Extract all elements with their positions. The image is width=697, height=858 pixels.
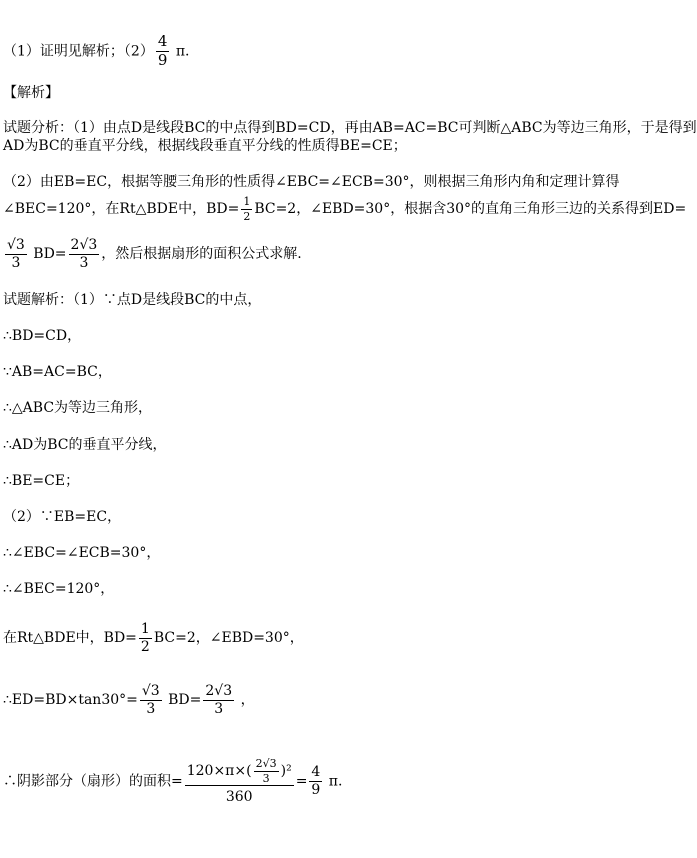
analysis-line-4-start: ∠BEC=120°，在Rt△BDE中，BD= [3, 201, 240, 218]
solution-line-10-end: BC=2，∠EBD=30°， [153, 630, 304, 647]
solution-line-11-start: ∴ED=BD×tan30°= [3, 692, 138, 709]
sector-result-fraction [309, 765, 322, 797]
solution-line-6: ∴BE=CE； [3, 473, 80, 489]
section-header: 【解析】 [3, 85, 59, 101]
analysis-line-5 [3, 238, 302, 270]
solution-line-10 [3, 622, 304, 654]
analysis-line-1: 试题分析：（1）由点D是线段BC的中点得到BD=CD，再由AB=AC=BC可判断△ABC为等边三角形，于是得到 [3, 120, 697, 136]
answer-line [3, 34, 189, 69]
fraction-den: 3 [79, 254, 89, 271]
fraction-num: 2√3 [255, 757, 277, 770]
analysis-half-fraction [241, 196, 252, 222]
sector-area-num [185, 758, 294, 786]
fraction-den: 3 [146, 700, 156, 717]
fraction-den: 2 [243, 209, 251, 223]
analysis-line-4 [3, 196, 686, 222]
result-pi: π. [328, 773, 343, 790]
analysis-line-5-end: ，然后根据扇形的面积公式求解. [101, 246, 302, 263]
fraction-den: 3 [214, 700, 224, 717]
fraction-num: 4 [311, 764, 321, 781]
fraction-num: 1 [140, 621, 150, 637]
fraction-num: 2√3 [205, 683, 233, 699]
fraction-den: 9 [311, 781, 321, 798]
fraction-den: 2 [140, 638, 150, 655]
answer-pi: π. [175, 43, 190, 60]
analysis-bd-label: BD= [33, 246, 67, 263]
solution-line-2: ∴BD=CD， [3, 328, 82, 344]
solution-bd-label: BD= [168, 692, 202, 709]
answer-fraction-num: 4 [157, 32, 168, 50]
fraction-den: 3 [11, 254, 21, 271]
analysis-line-4-end: BC=2，∠EBD=30°，根据含30°的直角三角形三边的关系得到ED= [254, 201, 687, 218]
solution-line-1: 试题解析：（1）∵点D是线段BC的中点， [3, 292, 262, 308]
sector-area-fraction [185, 758, 294, 805]
solution-line-9: ∴∠BEC=120°， [3, 581, 115, 597]
answer-text: （1）证明见解析；（2） [3, 43, 154, 60]
solution-line-10-start: 在Rt△BDE中，BD= [3, 630, 137, 647]
fraction-num: 2√3 [70, 237, 98, 253]
analysis-line-3: （2）由EB=EC，根据等腰三角形的性质得∠EBC=∠ECB=30°，则根据三角形内角和定理计算得 [3, 174, 620, 190]
solution-line-12 [3, 758, 342, 805]
solution-line-3: ∵AB=AC=BC， [3, 364, 112, 380]
sector-inner-fraction [254, 758, 279, 784]
analysis-sqrt3-fraction [5, 238, 27, 270]
solution-2sqrt3-fraction [203, 684, 234, 716]
fraction-num: √3 [141, 683, 160, 699]
solution-line-11 [3, 684, 255, 716]
solution-line-8: ∴∠EBC=∠ECB=30°， [3, 545, 161, 561]
sector-area-num-end: )² [280, 763, 292, 780]
answer-fraction [156, 34, 170, 69]
sector-area-den: 360 [225, 789, 253, 806]
fraction-num: √3 [7, 237, 25, 253]
fraction-num: 1 [243, 195, 251, 208]
solution-half-fraction [139, 622, 152, 654]
analysis-2sqrt3-fraction [69, 238, 100, 270]
answer-fraction-den: 9 [157, 50, 168, 69]
fraction-den: 3 [262, 771, 270, 785]
solution-line-5: ∴AD为BC的垂直平分线， [3, 437, 167, 453]
solution-line-7: （2）∵EB=EC， [3, 509, 122, 525]
solution-line-4: ∴△ABC为等边三角形， [3, 400, 153, 416]
sector-area-num-start: 120×π×( [186, 763, 252, 780]
equals-sign: = [295, 773, 308, 790]
analysis-line-2: AD为BC的垂直平分线，根据线段垂直平分线的性质得BE=CE； [3, 138, 407, 154]
solution-sqrt3-fraction [140, 684, 162, 716]
solution-line-12-start: ∴阴影部分（扇形）的面积= [3, 773, 183, 790]
solution-line-11-end: ， [240, 692, 255, 709]
